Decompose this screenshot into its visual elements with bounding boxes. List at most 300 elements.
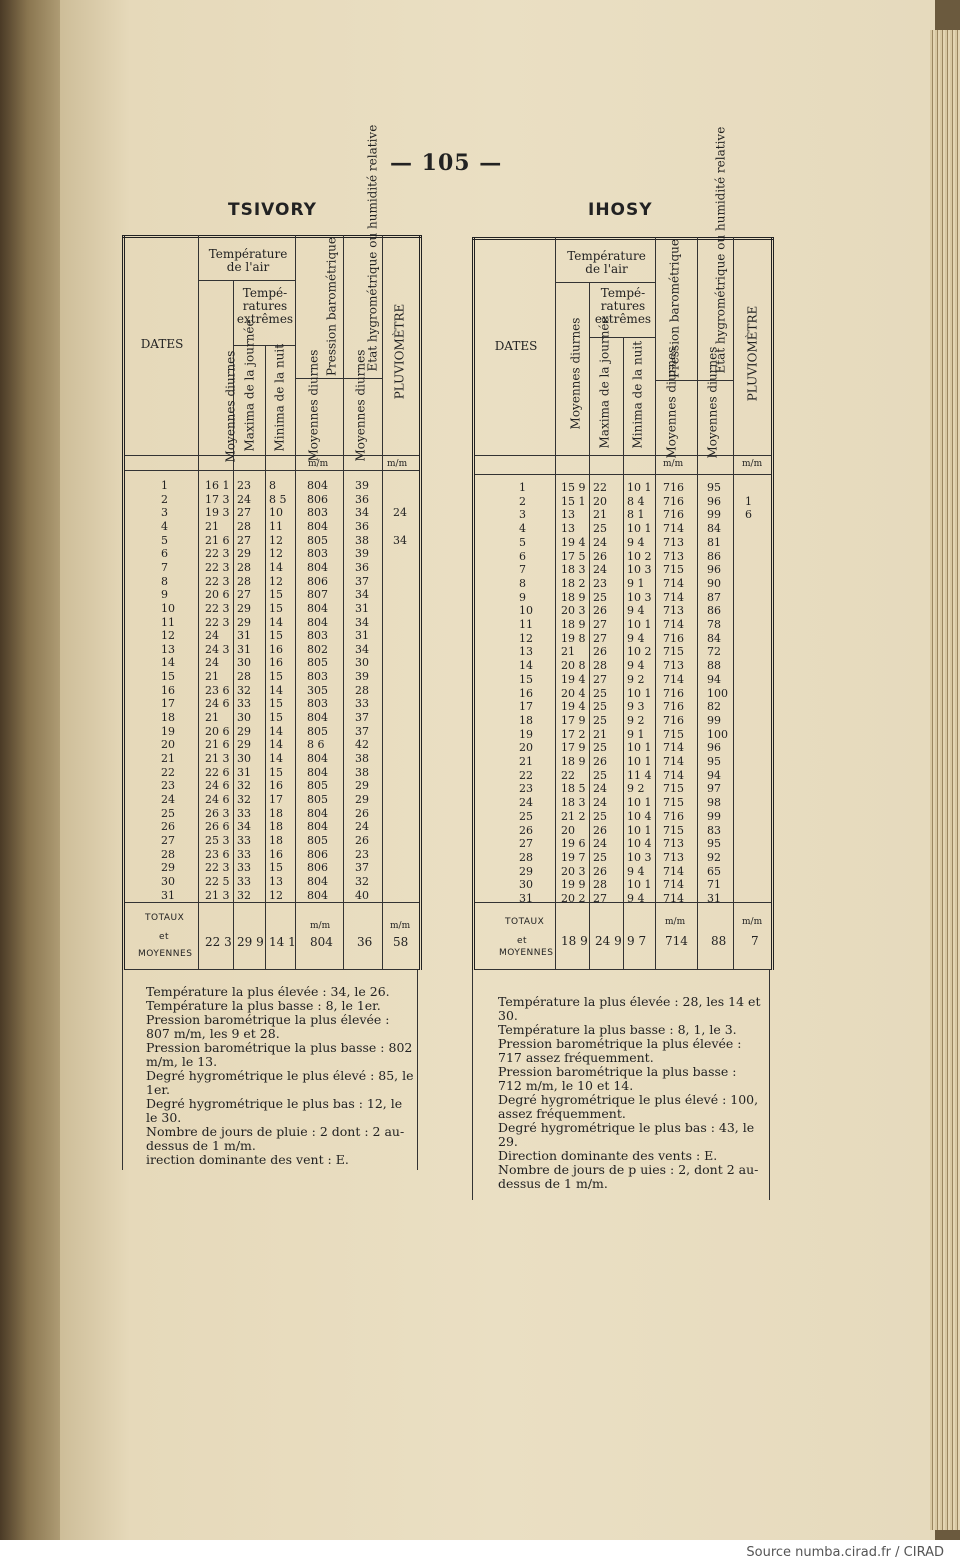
table-cell: 26 [593,549,607,563]
table-cell: 8 6 [307,738,325,752]
table-cell: 34 [355,588,369,602]
table-cell: 99 [707,508,721,522]
table-cell: 24 [161,792,175,806]
table-cell: 21 [161,752,175,765]
table-cell: 22 3 [205,547,230,561]
table-cell: 15 [269,670,283,684]
table-cell: 15 [269,601,283,615]
table-cell: 713 [663,604,684,618]
table-cell: 10 1 [627,618,652,631]
note-line: Température la plus basse : 8, 1, le 3. [498,1022,737,1037]
table-cell: 21 2 [561,809,586,823]
table-cell: 4 [161,519,168,533]
table-cell: 716 [663,481,684,494]
table-cell: 17 2 [561,727,586,741]
table-cell: 23 [161,779,175,793]
table-cell: 8 [519,576,526,590]
table-cell: 33 [355,697,369,711]
table-cell: 803 [307,629,328,643]
table-cell: 806 [307,861,328,875]
table-cell: 39 [355,547,369,561]
footer-et: et [517,936,528,946]
unit-pression: m/m [663,459,684,469]
table-cell: 32 [355,874,369,888]
table-cell: 33 [237,806,251,820]
table-cell: 14 [519,659,533,673]
table-cell: 17 9 [561,741,586,755]
table-cell: 807 [307,588,328,602]
table-cell: 804 [307,820,328,834]
table-cell: 18 5 [561,782,586,796]
table-cell: 18 3 [561,796,586,810]
table-cell: 17 [161,697,175,711]
table-cell: 30 [355,656,369,670]
table-cell: 9 4 [627,604,645,618]
table-cell: 21 [205,670,219,684]
header-moyennes-diurnes: Moyennes diurnes [223,350,238,463]
table-cell: 95 [707,481,721,494]
table-cell: 23 [593,576,607,590]
table-cell: 36 [355,519,369,533]
table-cell: 90 [707,576,721,590]
table-cell: 72 [707,645,721,659]
table-cell: 25 [593,768,607,782]
footer-totaux: TOTAUX [505,917,545,927]
table-cell: 96 [707,563,721,577]
table-cell: 9 1 [627,576,645,590]
table-cell: 803 [307,697,328,711]
station-title-ihosy: IHOSY [588,200,653,220]
unit-pression: m/m [308,459,329,469]
table-cell: 25 [593,809,607,823]
table-cell: 9 4 [627,631,645,645]
totals-unit-pluvio: m/m [742,917,763,927]
table-cell: 20 3 [561,864,586,878]
table-cell: 10 2 [627,645,652,659]
table-cell: 24 3 [205,642,230,656]
header-temperature-air: Température de l'air [208,247,288,274]
table-cell: 10 [519,604,533,618]
header-etat-hygro: Etat hygrométrique ou humidité relative [365,124,380,372]
table-cell: 15 9 [561,481,586,494]
table-cell: 24 6 [205,779,230,793]
header-pression: Pression barométrique [324,236,339,377]
table-cell: 98 [707,796,721,810]
table-cell: 804 [307,711,328,725]
table-cell: 16 [269,847,283,861]
table-cell: 804 [307,615,328,629]
table-cell: 714 [663,864,684,878]
header-dates: DATES [140,337,184,351]
table-cell: 9 3 [627,700,645,714]
table-cell: 10 1 [627,522,652,536]
note-line: Pression barométrique la plus basse : 802 m/m, le 13. [146,1040,413,1069]
table-cell: 19 4 [561,700,586,714]
table-cell: 715 [663,823,684,837]
table-cell: 15 [269,861,283,875]
table-cell: 15 1 [561,494,586,508]
table-cell: 24 6 [205,697,230,711]
table-cell: 305 [307,683,328,697]
table-cell: 78 [707,618,721,631]
table-cell: 716 [663,809,684,823]
table-cell: 20 [593,494,607,508]
table-cell: 95 [707,755,721,768]
table-cell: 20 3 [561,604,586,618]
table-cell: 28 [237,574,251,588]
table-cell: 716 [663,713,684,727]
table-cell: 24 6 [205,792,230,806]
table-cell: 10 1 [627,823,652,837]
table-cell: 100 [707,686,728,700]
table-cell: 26 [593,604,607,618]
table-cell: 1 [519,481,526,494]
table-cell: 9 1 [627,727,645,741]
table-cell: 805 [307,724,328,738]
table-cell: 11 [161,615,175,629]
table-cell: 804 [307,601,328,615]
table-cell: 21 6 [205,533,230,547]
table-cell: 39 [355,479,369,492]
table-cell: 9 2 [627,672,645,686]
totals-cell: 18 9 [561,934,588,948]
header-pression: Pression barométrique [667,238,682,379]
table-cell: 20 4 [561,686,586,700]
table-cell: 716 [663,700,684,714]
table-cell: 5 [161,533,168,547]
table-cell: 10 3 [627,563,652,577]
table-cell: 11 [269,519,283,533]
table-cell: 34 [355,642,369,656]
table-cell: 5 [519,535,526,549]
table-cell: 2 [161,492,168,506]
table-cell: 21 [519,755,533,768]
table-cell: 13 [269,874,283,888]
table-cell: 24 [355,820,369,834]
table-cell: 25 [161,806,175,820]
table-cell: 713 [663,850,684,864]
table-cell: 804 [307,806,328,820]
table-cell: 86 [707,604,721,618]
table-cell: 715 [663,727,684,741]
totals-cell: 22 3 [205,935,232,949]
table-cell: 11 4 [627,768,652,782]
table-cell: 12 [269,547,283,561]
table-cell: 40 [355,888,369,902]
totals-cell: 7 [751,934,759,948]
table-cell: 10 [161,601,175,615]
note-line: Température la plus élevée : 34, le 26. [146,984,390,999]
table-cell: 33 [237,861,251,875]
table-cell: 22 [161,765,175,779]
table-cell: 34 [237,820,251,834]
table-cell: 24 [593,782,607,796]
table-cell: 26 [593,823,607,837]
table-cell: 83 [707,823,721,837]
table-cell: 9 4 [627,892,645,905]
table-cell: 806 [307,574,328,588]
table-cell: 30 [237,711,251,725]
table-cell: 716 [663,631,684,645]
note-line: Pression barométrique la plus élevée : 717 assez fréquemment. [498,1036,742,1065]
totals-cell: 804 [310,935,333,949]
table-cell: 33 [237,697,251,711]
table-cell: 16 1 [205,479,230,492]
table-cell: 17 [269,792,283,806]
table-cell: 714 [663,618,684,631]
table-cell: 713 [663,535,684,549]
table-cell: 92 [707,850,721,864]
table-cell: 24 [593,535,607,549]
table-cell: 805 [307,779,328,793]
table-cell: 22 3 [205,861,230,875]
table-cell: 24 [593,796,607,810]
table-cell: 9 2 [627,782,645,796]
table-cell: 19 3 [205,506,230,520]
table-cell: 94 [707,768,721,782]
note-line: Température la plus basse : 8, le 1er. [146,998,381,1013]
table-cell: 25 [593,590,607,604]
header-minima: Minima de la nuit [630,340,645,449]
table-cell: 39 [355,670,369,684]
table-cell: 23 [237,479,251,492]
table-cell: 19 4 [561,535,586,549]
table-cell: 3 [161,506,168,520]
table-cell: 804 [307,519,328,533]
table-cell: 18 9 [561,618,586,631]
table-cell: 27 [161,833,175,847]
table-cell: 21 [593,508,607,522]
table-cell: 18 9 [561,755,586,768]
table-cell: 714 [663,755,684,768]
table-cell: 804 [307,752,328,765]
table-cell: 20 6 [205,588,230,602]
table-cell: 12 [269,574,283,588]
table-cell: 14 [269,724,283,738]
source-credit: Source numba.cirad.fr / CIRAD [746,1545,944,1560]
table-cell: 33 [237,833,251,847]
table-cell: 715 [663,796,684,810]
table-cell: 20 8 [561,659,586,673]
table-cell: 21 [205,711,219,725]
table-cell: 21 3 [205,752,230,765]
table-cell: 10 2 [627,549,652,563]
table-cell: 19 6 [561,837,586,851]
table-cell: 27 [593,631,607,645]
table-cell: 30 [237,656,251,670]
header-etat-hygro: Etat hygrométrique ou humidité relative [713,126,728,374]
table-cell: 13 [561,522,575,536]
table-cell: 20 [161,738,175,752]
table-cell: 22 3 [205,601,230,615]
table-cell: 716 [663,508,684,522]
table-cell: 804 [307,765,328,779]
table-cell: 22 [593,481,607,494]
table-cell: 30 [519,878,533,892]
table-cell: 15 [269,765,283,779]
table-cell: 22 6 [205,765,230,779]
table-cell: 714 [663,741,684,755]
header-hygro-moy: Moyennes diurnes [353,349,368,462]
note-line: Pression barométrique la plus élevée : 807 m/m, les 9 et 28. [146,1012,390,1041]
table-cell: 31 [161,888,175,902]
table-cell: 96 [707,494,721,508]
table-cell: 22 3 [205,574,230,588]
table-cell: 28 [237,519,251,533]
totals-cell: 714 [665,934,688,948]
header-moyennes-diurnes: Moyennes diurnes [568,317,583,430]
table-cell: 14 [269,615,283,629]
table-cell: 25 [593,686,607,700]
table-cell: 10 3 [627,590,652,604]
table-cell: 803 [307,670,328,684]
note-line: Nombre de jours de p uies : 2, dont 2 au-dessus de 1 m/m. [498,1162,759,1191]
station-title-tsivory: TSIVORY [228,200,317,220]
table-cell: 25 [593,522,607,536]
table-cell: 8 [269,479,276,492]
header-pression-moy: Moyennes diurnes [306,349,321,462]
table-cell: 38 [355,752,369,765]
note-line: Nombre de jours de pluie : 2 dont : 2 au-dessus de 1 m/m. [146,1124,405,1153]
table-cell: 10 1 [627,796,652,810]
table-cell: 10 1 [627,741,652,755]
table-cell: 15 [269,588,283,602]
table-cell: 13 [161,642,175,656]
footer-moyennes: MOYENNES [499,948,554,958]
table-cell: 24 [393,506,407,520]
table-cell: 802 [307,642,328,656]
table-cell: 21 6 [205,738,230,752]
table-cell: 26 [355,833,369,847]
table-cell: 31 [355,601,369,615]
table-cell: 19 [519,727,533,741]
note-line: Degré hygrométrique le plus élevé : 100, assez fréquemment. [498,1092,759,1121]
table-cell: 23 [519,782,533,796]
table-cell: 17 9 [561,713,586,727]
table-cell: 34 [355,615,369,629]
table-cell: 32 [237,779,251,793]
table-cell: 29 [237,601,251,615]
table-cell: 715 [663,782,684,796]
header-minima: Minima de la nuit [272,343,287,452]
table-cell: 100 [707,727,728,741]
table-cell: 37 [355,574,369,588]
table-cell: 22 5 [205,874,230,888]
table-cell: 20 [519,741,533,755]
table-cell: 715 [663,645,684,659]
table-cell: 23 6 [205,683,230,697]
table-cell: 14 [269,683,283,697]
table-cell: 15 [269,629,283,643]
table-cell: 26 [593,864,607,878]
header-hygro-moy: Moyennes diurnes [705,346,720,459]
table-cell: 28 [161,847,175,861]
table-cell: 32 [237,683,251,697]
note-line: Degré hygrométrique le plus bas : 43, le 29. [498,1120,755,1149]
table-cell: 9 2 [627,713,645,727]
table-cell: 26 [593,755,607,768]
table-cell: 18 [519,713,533,727]
table-cell: 14 [161,656,175,670]
table-cell: 97 [707,782,721,796]
totals-cell: 14 1 [269,935,296,949]
table-cell: 805 [307,792,328,806]
footer-totaux: TOTAUX [145,913,185,923]
table-cell: 32 [237,792,251,806]
table-cell: 31 [355,629,369,643]
table-cell: 29 [355,779,369,793]
table-cell: 10 1 [627,755,652,768]
table-cell: 37 [355,861,369,875]
table-cell: 27 [593,618,607,631]
table-cell: 806 [307,492,328,506]
table-cell: 10 1 [627,481,652,494]
note-line: Degré hygrométrique le plus élevé : 85, le 1er. [146,1068,414,1097]
table-cell: 18 [161,711,175,725]
table-cell: 10 3 [627,850,652,864]
table-cell: 12 [519,631,533,645]
table-cell: 21 3 [205,888,230,902]
table-cell: 36 [355,560,369,574]
table-cell: 37 [355,711,369,725]
table-cell: 25 [593,850,607,864]
table-cell: 21 [205,519,219,533]
table-cell: 81 [707,535,721,549]
table-cell: 805 [307,656,328,670]
table-cell: 23 [355,847,369,861]
header-pluviometre: PLUVIOMÈTRE [392,303,407,400]
unit-pluvio: m/m [742,459,763,469]
table-cell: 27 [593,892,607,905]
table-cell: 804 [307,888,328,902]
table-cell: 27 [237,533,251,547]
table-cell: 806 [307,847,328,861]
table-cell: 12 [269,888,283,902]
table-cell: 33 [237,874,251,888]
table-cell: 31 [237,765,251,779]
table-cell: 22 3 [205,615,230,629]
table-cell: 3 [519,508,526,522]
table-cell: 16 [269,779,283,793]
table-cell: 18 9 [561,590,586,604]
table-cell: 714 [663,576,684,590]
table-cell: 10 4 [627,809,652,823]
table-cell: 29 [519,864,533,878]
table-cell: 16 [269,642,283,656]
table-cell: 29 [237,547,251,561]
table-cell: 26 [161,820,175,834]
table-cell: 13 [519,645,533,659]
table-cell: 26 [355,806,369,820]
table-cell: 14 [269,560,283,574]
table-cell: 11 [519,618,533,631]
table-cell: 34 [393,533,407,547]
table-cell: 20 [561,823,575,837]
table-cell: 27 [519,837,533,851]
table-cell: 18 [269,806,283,820]
totals-unit-pression: m/m [310,921,331,931]
table-cell: 29 [237,724,251,738]
table-cell: 99 [707,809,721,823]
table-cell: 95 [707,837,721,851]
table-cell: 15 [161,670,175,684]
table-cell: 714 [663,892,684,905]
table-cell: 2 [519,494,526,508]
table-cell: 33 [237,847,251,861]
table-cell: 22 3 [205,560,230,574]
table-cell: 23 6 [205,847,230,861]
table-cell: 27 [237,588,251,602]
